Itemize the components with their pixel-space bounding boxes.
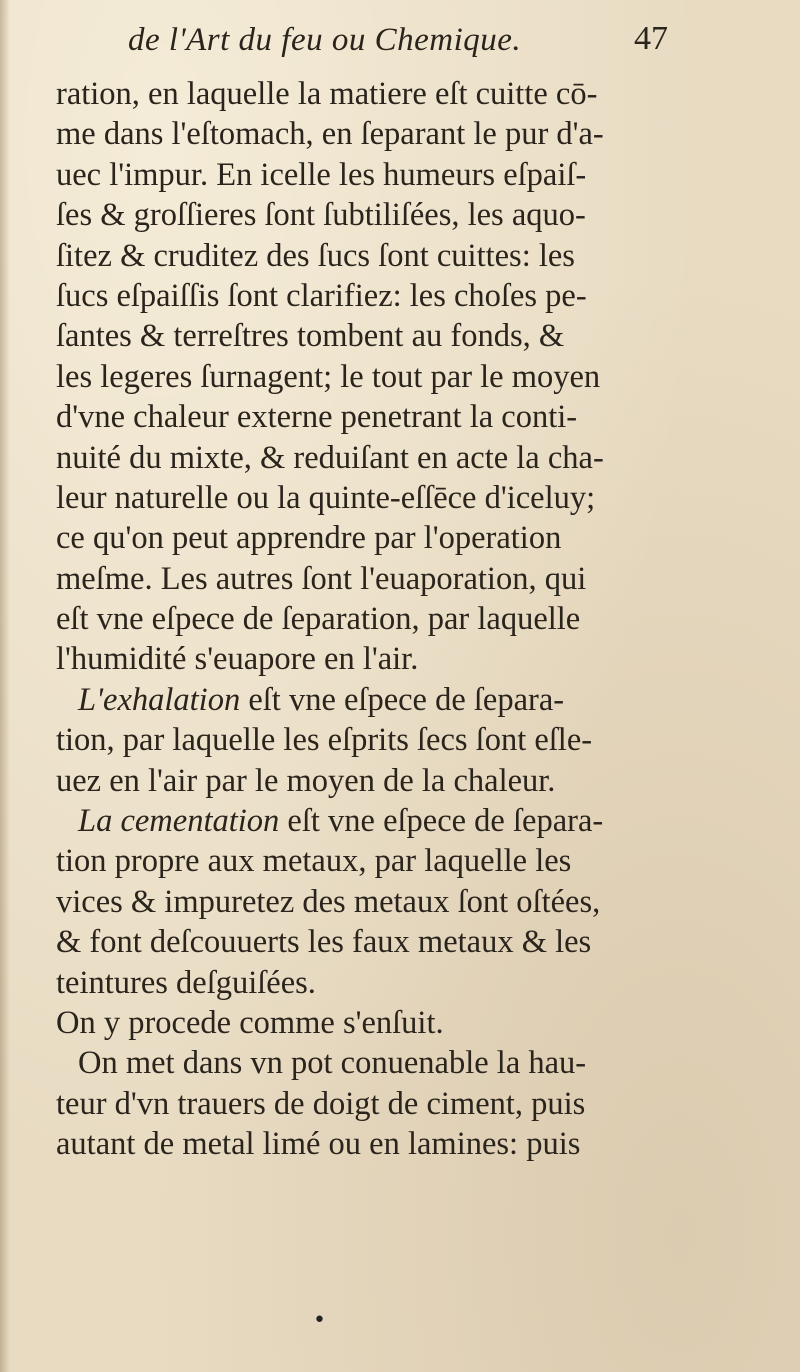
text-line: ration, en laquelle la matiere eſt cuitte cō- bbox=[56, 76, 598, 112]
text-line: les legeres ſurnagent; le tout par le moyen bbox=[56, 358, 601, 395]
text-line: teur d'vn trauers de doigt de ciment, puis bbox=[56, 1085, 586, 1122]
text-line: tion propre aux metaux, par laquelle les bbox=[56, 843, 572, 880]
exhalation-text: eſt vne eſpece de ſepara- bbox=[240, 681, 565, 718]
text-line: tion, par laquelle les eſprits ſecs ſont eſle- bbox=[56, 722, 593, 759]
text-line: me dans l'eſtomach, en ſeparant le pur d'a- bbox=[56, 116, 604, 153]
text-line: ſes & groſſieres ſont ſubtiliſées, les aquo- bbox=[56, 197, 586, 234]
cementation-text: eſt vne eſpece de ſepara- bbox=[279, 803, 604, 840]
page-number: 47 bbox=[634, 20, 668, 57]
page-ornament: • bbox=[313, 1308, 326, 1333]
page-edge-shadow bbox=[0, 0, 10, 1372]
text-line: ſitez & cruditez des ſucs ſont cuittes: les bbox=[56, 237, 575, 274]
cementation-definition-line bbox=[56, 801, 786, 841]
text-line: autant de metal limé ou en lamines: puis bbox=[56, 1126, 581, 1163]
text-line: ſucs eſpaiſſis ſont clarifiez: les choſes pe- bbox=[56, 277, 587, 314]
text-line: d'vne chaleur externe penetrant la conti- bbox=[56, 399, 578, 436]
page-header bbox=[128, 18, 668, 64]
text-line: leur naturelle ou la quinte-eſſēce d'iceluy; bbox=[56, 479, 596, 516]
text-line: l'humidité s'euapore en l'air. bbox=[56, 641, 419, 678]
exhalation-term: L'exhalation bbox=[78, 681, 241, 718]
text-line: meſme. Les autres ſont l'euaporation, qui bbox=[56, 560, 587, 597]
text-line: On met dans vn pot conuenable la hau- bbox=[78, 1045, 587, 1082]
body-text bbox=[56, 74, 786, 1165]
text-line: On y procede comme s'enſuit. bbox=[56, 1004, 444, 1041]
text-line: & font deſcouuerts les faux metaux & les bbox=[56, 924, 592, 961]
running-title: de l'Art du feu ou Chemique. bbox=[128, 22, 522, 58]
text-line: eſt vne eſpece de ſeparation, par laquelle bbox=[56, 601, 581, 638]
text-line: teintures deſguiſées. bbox=[56, 964, 316, 1001]
text-line: vices & impuretez des metaux ſont oſtées, bbox=[56, 883, 601, 920]
text-line: ſantes & terreſtres tombent au fonds, & bbox=[56, 318, 565, 355]
text-line: ce qu'on peut apprendre par l'operation bbox=[56, 520, 562, 557]
text-line: uec l'impur. En icelle les humeurs eſpaiſ- bbox=[56, 156, 587, 193]
text-line: uez en l'air par le moyen de la chaleur. bbox=[56, 762, 556, 799]
exhalation-definition-line bbox=[56, 680, 786, 720]
cementation-term: La cementation bbox=[78, 803, 280, 840]
text-line: nuité du mixte, & reduiſant en acte la cha- bbox=[56, 439, 604, 476]
